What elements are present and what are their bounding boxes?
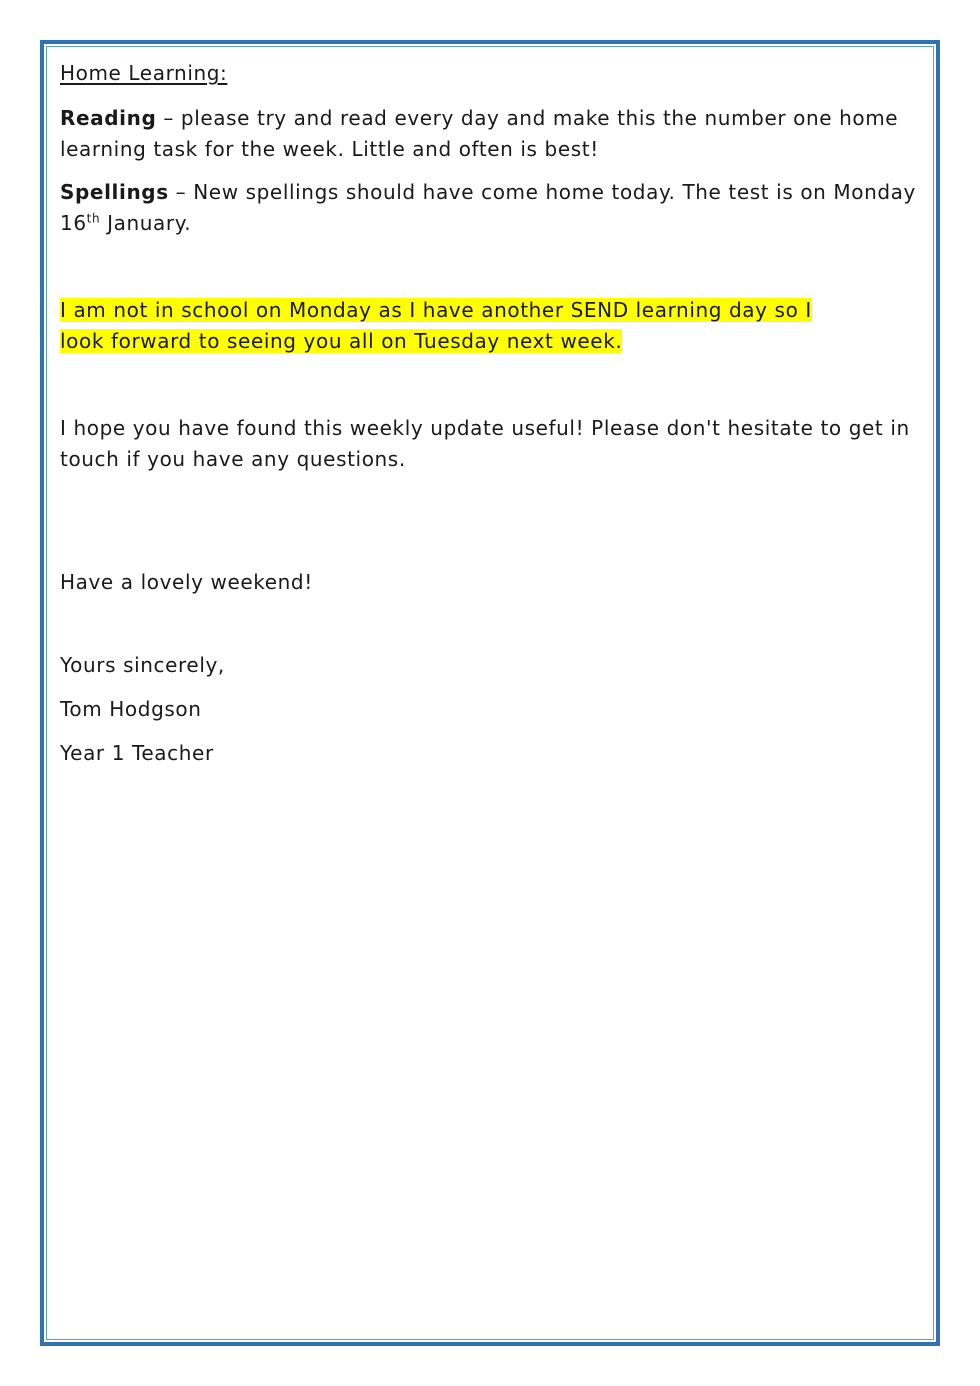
absence-notice [60, 295, 920, 357]
spellings-text: – New spellings should have come home today. The test is on Monday 16 [60, 180, 916, 235]
signature-name: Tom Hodgson [60, 697, 202, 721]
update-note: I hope you have found this weekly update useful! Please don't hesitate to get in touch if you have any questions. [60, 416, 910, 471]
spellings-paragraph [60, 177, 920, 239]
spacer [60, 598, 920, 650]
reading-paragraph [60, 103, 920, 165]
spacer [60, 357, 920, 413]
absence-notice-line-1: I am not in school on Monday as I have another SEND learning day so I [60, 298, 812, 322]
date-superscript: th [86, 211, 101, 226]
sign-off: Yours sincerely, [60, 653, 225, 677]
reading-text: – please try and read every day and make this the number one home learning task for the week. Little and often is best! [60, 106, 899, 161]
spellings-text-end: January. [100, 211, 192, 235]
spacer [60, 475, 920, 567]
home-learning-heading: Home Learning: [60, 61, 228, 85]
absence-notice-line-2: look forward to seeing you all on Tuesday next week. [60, 329, 623, 353]
spacer [60, 251, 920, 295]
signature-role: Year 1 Teacher [60, 741, 214, 765]
spellings-label: Spellings [60, 180, 169, 204]
weekend-wish: Have a lovely weekend! [60, 570, 313, 594]
reading-label: Reading [60, 106, 157, 130]
letter-content [60, 58, 920, 782]
